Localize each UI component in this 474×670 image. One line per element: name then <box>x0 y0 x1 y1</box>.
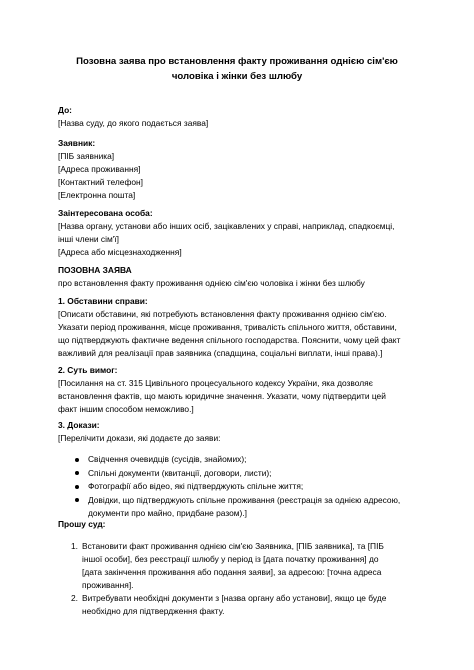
evidence-item <box>58 467 428 480</box>
circumstances-section <box>58 295 428 360</box>
essence-line-1: [Посилання на ст. 315 Цивільного процесуального кодексу України, яка дозволяє <box>58 378 373 388</box>
claim-heading: ПОЗОВНА ЗАЯВА <box>58 265 132 275</box>
request-item-line: необхідно для підтвердження факту. <box>82 606 225 616</box>
evidence-item-text: Фотографії або відео, які підтверджують спільне життя; <box>88 481 304 491</box>
request-item <box>58 540 428 592</box>
evidence-item <box>58 494 428 520</box>
interested-address: [Адреса або місцезнаходження] <box>58 247 182 257</box>
applicant-email: [Електронна пошта] <box>58 190 136 200</box>
evidence-section <box>58 419 428 520</box>
request-item-number: 2. <box>71 593 78 603</box>
circumstances-line-4: важливий для реалізації прав заявника (спадщина, соціальні виплати, інші права).] <box>58 348 383 358</box>
title-line-1: Позовна заява про встановлення факту проживання однією сім'єю <box>76 56 398 67</box>
evidence-heading: 3. Докази: <box>58 420 100 430</box>
evidence-item-text: Свідчення очевидців (сусідів, знайомих); <box>88 454 247 464</box>
bullet-icon <box>75 498 79 502</box>
evidence-intro: [Перелічити докази, які додаєте до заяви: <box>58 433 221 443</box>
applicant-name: [ПІБ заявника] <box>58 151 115 161</box>
interested-section <box>58 207 428 259</box>
claim-subheading: про встановлення факту проживання однією сім'єю чоловіка і жінки без шлюбу <box>58 278 365 288</box>
circumstances-line-3: що підтверджують фактичне ведення спільного господарства. Пояснити, чому цей факт <box>58 335 401 345</box>
to-section <box>58 104 428 130</box>
evidence-item-text: Довідки, що підтверджують спільне проживання (реєстрація за однією адресою, <box>88 494 401 505</box>
to-value: [Назва суду, до якого подається заява] <box>58 118 209 128</box>
applicant-address: [Адреса проживання] <box>58 164 141 174</box>
bullet-icon <box>75 471 79 475</box>
request-item-number: 1. <box>71 541 78 551</box>
request-item <box>58 592 428 618</box>
essence-heading: 2. Суть вимог: <box>58 365 118 375</box>
to-label: До: <box>58 105 72 115</box>
interested-line-1: [Назва органу, установи або інших осіб, зацікавлених у справі, наприклад, спадкоємці, <box>58 221 395 231</box>
applicant-label: Заявник: <box>58 138 96 148</box>
circumstances-heading: 1. Обставини справи: <box>58 296 148 306</box>
applicant-section <box>58 137 428 202</box>
essence-line-3: факт іншим способом неможливо.] <box>58 404 194 414</box>
bullet-icon <box>75 458 79 462</box>
interested-line-2: інші члени сім'ї] <box>58 234 119 244</box>
essence-section <box>58 364 428 416</box>
evidence-item-text-cont: документи про майно, придбане разом).] <box>88 507 247 518</box>
claim-heading-section <box>58 264 428 290</box>
request-item-line: Витребувати необхідні документи з [назва органу або установи], якщо це буде <box>82 593 387 603</box>
essence-line-2: встановлення фактів, що мають юридичне значення. Указати, чому підтвердити цей <box>58 391 386 401</box>
interested-label: Заінтересована особа: <box>58 208 153 218</box>
request-section <box>58 518 428 618</box>
evidence-list <box>58 453 428 520</box>
request-heading: Прошу суд: <box>58 519 106 529</box>
evidence-item <box>58 480 428 493</box>
request-item-line: Встановити факт проживання однією сім'єю Заявника, [ПІБ заявника], та [ПІБ <box>82 541 384 551</box>
bullet-icon <box>75 485 79 489</box>
document-title <box>40 54 434 84</box>
request-item-line: іншої особи], без реєстрації шлюбу у період із [дата початку проживання] до <box>82 554 379 564</box>
evidence-item-text: Спільні документи (квитанції, договори, листи); <box>88 467 272 478</box>
circumstances-line-2: Указати період проживання, місце проживання, тривалість спільного життя, обставини, <box>58 322 397 332</box>
circumstances-line-1: [Описати обставини, які потребують встановлення факту проживання однією сім'єю. <box>58 309 387 319</box>
applicant-phone: [Контактний телефон] <box>58 177 143 187</box>
request-item-line: [дата закінчення проживання або подання заяви], за адресою: [точна адреса <box>82 567 382 577</box>
request-item-line: проживання]. <box>82 580 134 590</box>
request-list <box>58 540 428 618</box>
evidence-item <box>58 453 428 466</box>
title-line-2: чоловіка і жінки без шлюбу <box>171 71 303 82</box>
